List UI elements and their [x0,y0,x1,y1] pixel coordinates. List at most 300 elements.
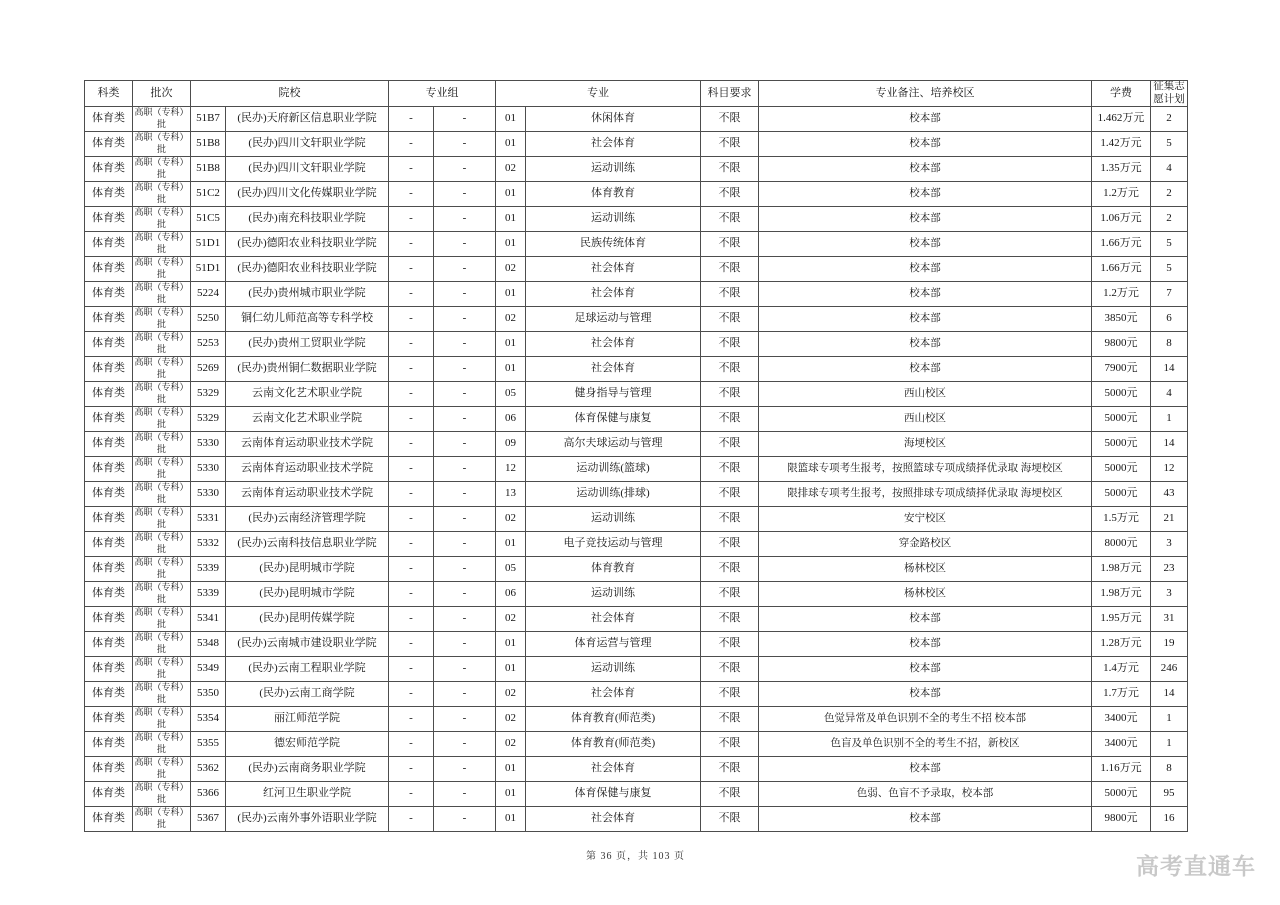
cell-major-code: 01 [496,807,526,832]
cell-remark-campus: 校本部 [759,657,1092,682]
cell-batch: 高职（专科）批 [133,257,191,282]
cell-major-group-a: - [389,307,434,332]
document-page [84,80,1188,832]
table-row [85,257,1188,282]
cell-remark-campus: 安宁校区 [759,507,1092,532]
cell-category: 体育类 [85,332,133,357]
table-row [85,532,1188,557]
table-row [85,507,1188,532]
cell-college-name: (民办)云南工程职业学院 [226,657,389,682]
cell-recruit-plan: 23 [1151,557,1188,582]
cell-subject-requirement: 不限 [701,582,759,607]
cell-batch: 高职（专科）批 [133,107,191,132]
cell-major-group-b: - [434,107,496,132]
cell-batch: 高职（专科）批 [133,732,191,757]
cell-major-group-a: - [389,357,434,382]
cell-college-code: 5250 [191,307,226,332]
cell-remark-campus: 校本部 [759,332,1092,357]
cell-major-name: 足球运动与管理 [526,307,701,332]
table-row [85,782,1188,807]
cell-subject-requirement: 不限 [701,157,759,182]
cell-category: 体育类 [85,607,133,632]
cell-major-group-b: - [434,557,496,582]
cell-major-name: 体育保健与康复 [526,407,701,432]
table-row [85,607,1188,632]
cell-batch: 高职（专科）批 [133,407,191,432]
cell-remark-campus: 杨林校区 [759,557,1092,582]
cell-major-group-b: - [434,657,496,682]
cell-category: 体育类 [85,782,133,807]
cell-major-name: 休闲体育 [526,107,701,132]
cell-major-code: 02 [496,682,526,707]
cell-college-code: 5330 [191,482,226,507]
cell-batch: 高职（专科）批 [133,532,191,557]
cell-major-group-b: - [434,782,496,807]
cell-batch: 高职（专科）批 [133,307,191,332]
cell-batch: 高职（专科）批 [133,557,191,582]
cell-category: 体育类 [85,557,133,582]
cell-college-code: 5341 [191,607,226,632]
cell-remark-campus: 校本部 [759,257,1092,282]
cell-major-code: 01 [496,182,526,207]
cell-remark-campus: 校本部 [759,682,1092,707]
cell-major-group-a: - [389,107,434,132]
cell-college-code: 5366 [191,782,226,807]
cell-category: 体育类 [85,807,133,832]
cell-category: 体育类 [85,357,133,382]
cell-tuition: 9800元 [1092,807,1151,832]
cell-college-name: (民办)南充科技职业学院 [226,207,389,232]
cell-major-group-a: - [389,632,434,657]
cell-major-code: 09 [496,432,526,457]
cell-remark-campus: 校本部 [759,607,1092,632]
cell-college-code: 5329 [191,382,226,407]
cell-college-code: 51C2 [191,182,226,207]
cell-subject-requirement: 不限 [701,132,759,157]
cell-remark-campus: 校本部 [759,282,1092,307]
cell-major-group-a: - [389,757,434,782]
cell-college-code: 5224 [191,282,226,307]
table-row [85,132,1188,157]
header-tuition: 学费 [1092,81,1151,107]
cell-subject-requirement: 不限 [701,682,759,707]
cell-major-group-b: - [434,207,496,232]
cell-major-name: 健身指导与管理 [526,382,701,407]
watermark: 高考直通车 [1136,853,1256,879]
cell-major-name: 社会体育 [526,132,701,157]
cell-subject-requirement: 不限 [701,232,759,257]
cell-college-name: 丽江师范学院 [226,707,389,732]
table-row [85,357,1188,382]
cell-batch: 高职（专科）批 [133,207,191,232]
cell-major-group-b: - [434,482,496,507]
cell-category: 体育类 [85,307,133,332]
cell-major-name: 运动训练 [526,507,701,532]
cell-tuition: 1.42万元 [1092,132,1151,157]
cell-college-code: 5329 [191,407,226,432]
header-college: 院校 [191,81,389,107]
cell-category: 体育类 [85,757,133,782]
cell-major-code: 02 [496,257,526,282]
cell-major-name: 运动训练 [526,657,701,682]
cell-category: 体育类 [85,232,133,257]
cell-remark-campus: 校本部 [759,132,1092,157]
cell-major-name: 社会体育 [526,257,701,282]
cell-major-code: 01 [496,207,526,232]
cell-major-group-a: - [389,382,434,407]
table-row [85,107,1188,132]
cell-major-code: 02 [496,607,526,632]
cell-major-group-b: - [434,532,496,557]
cell-college-name: 红河卫生职业学院 [226,782,389,807]
cell-tuition: 3400元 [1092,732,1151,757]
cell-major-code: 01 [496,532,526,557]
cell-college-name: (民办)四川文化传媒职业学院 [226,182,389,207]
table-row [85,457,1188,482]
cell-major-name: 社会体育 [526,682,701,707]
cell-subject-requirement: 不限 [701,107,759,132]
cell-major-group-a: - [389,282,434,307]
cell-major-group-b: - [434,432,496,457]
cell-category: 体育类 [85,182,133,207]
table-row [85,732,1188,757]
cell-batch: 高职（专科）批 [133,332,191,357]
cell-college-name: (民办)云南经济管理学院 [226,507,389,532]
cell-college-code: 5362 [191,757,226,782]
cell-category: 体育类 [85,507,133,532]
cell-major-code: 05 [496,382,526,407]
cell-recruit-plan: 2 [1151,107,1188,132]
cell-batch: 高职（专科）批 [133,782,191,807]
cell-remark-campus: 校本部 [759,232,1092,257]
cell-category: 体育类 [85,382,133,407]
cell-remark-campus: 校本部 [759,182,1092,207]
cell-major-group-a: - [389,482,434,507]
cell-major-group-a: - [389,157,434,182]
cell-college-name: 云南体育运动职业技术学院 [226,457,389,482]
cell-major-code: 02 [496,157,526,182]
cell-college-name: (民办)云南科技信息职业学院 [226,532,389,557]
cell-tuition: 1.06万元 [1092,207,1151,232]
cell-tuition: 1.2万元 [1092,182,1151,207]
cell-college-code: 5354 [191,707,226,732]
cell-recruit-plan: 3 [1151,532,1188,557]
cell-batch: 高职（专科）批 [133,632,191,657]
cell-subject-requirement: 不限 [701,607,759,632]
cell-category: 体育类 [85,107,133,132]
cell-recruit-plan: 8 [1151,332,1188,357]
cell-major-group-b: - [434,632,496,657]
cell-category: 体育类 [85,582,133,607]
cell-batch: 高职（专科）批 [133,432,191,457]
cell-major-group-b: - [434,332,496,357]
cell-tuition: 1.16万元 [1092,757,1151,782]
cell-major-group-b: - [434,682,496,707]
cell-major-group-a: - [389,807,434,832]
cell-college-name: 云南文化艺术职业学院 [226,407,389,432]
cell-major-code: 13 [496,482,526,507]
cell-category: 体育类 [85,407,133,432]
cell-recruit-plan: 7 [1151,282,1188,307]
table-row [85,432,1188,457]
cell-remark-campus: 西山校区 [759,407,1092,432]
table-header [85,81,1188,107]
cell-major-group-a: - [389,657,434,682]
cell-college-code: 5367 [191,807,226,832]
cell-batch: 高职（专科）批 [133,182,191,207]
cell-remark-campus: 校本部 [759,632,1092,657]
cell-batch: 高职（专科）批 [133,757,191,782]
cell-major-group-b: - [434,357,496,382]
cell-tuition: 3400元 [1092,707,1151,732]
cell-college-code: 5348 [191,632,226,657]
cell-batch: 高职（专科）批 [133,507,191,532]
cell-college-code: 5269 [191,357,226,382]
cell-college-name: (民办)昆明城市学院 [226,582,389,607]
cell-subject-requirement: 不限 [701,782,759,807]
cell-major-code: 01 [496,107,526,132]
cell-batch: 高职（专科）批 [133,807,191,832]
cell-major-group-a: - [389,582,434,607]
cell-college-code: 5349 [191,657,226,682]
cell-recruit-plan: 43 [1151,482,1188,507]
header-category: 科类 [85,81,133,107]
cell-subject-requirement: 不限 [701,182,759,207]
cell-subject-requirement: 不限 [701,282,759,307]
cell-tuition: 9800元 [1092,332,1151,357]
cell-major-name: 体育教育 [526,557,701,582]
table-row [85,332,1188,357]
cell-college-name: (民办)贵州工贸职业学院 [226,332,389,357]
cell-batch: 高职（专科）批 [133,582,191,607]
cell-major-name: 社会体育 [526,357,701,382]
cell-major-name: 体育教育(师范类) [526,707,701,732]
cell-remark-campus: 校本部 [759,307,1092,332]
cell-recruit-plan: 14 [1151,432,1188,457]
cell-batch: 高职（专科）批 [133,282,191,307]
cell-major-name: 电子竞技运动与管理 [526,532,701,557]
cell-major-code: 01 [496,657,526,682]
cell-major-group-b: - [434,157,496,182]
cell-college-name: 云南文化艺术职业学院 [226,382,389,407]
cell-major-code: 01 [496,332,526,357]
cell-recruit-plan: 5 [1151,257,1188,282]
cell-major-name: 运动训练(篮球) [526,457,701,482]
cell-major-code: 06 [496,407,526,432]
cell-major-group-a: - [389,557,434,582]
cell-tuition: 1.66万元 [1092,257,1151,282]
cell-major-group-a: - [389,732,434,757]
cell-major-code: 01 [496,357,526,382]
table-row [85,707,1188,732]
cell-remark-campus: 限排球专项考生报考，按照排球专项成绩择优录取 海埂校区 [759,482,1092,507]
cell-category: 体育类 [85,532,133,557]
cell-recruit-plan: 12 [1151,457,1188,482]
cell-major-group-b: - [434,182,496,207]
cell-tuition: 5000元 [1092,432,1151,457]
cell-major-group-b: - [434,807,496,832]
cell-subject-requirement: 不限 [701,407,759,432]
cell-subject-requirement: 不限 [701,307,759,332]
table-row [85,307,1188,332]
cell-major-group-b: - [434,507,496,532]
cell-major-group-b: - [434,407,496,432]
cell-major-group-b: - [434,282,496,307]
cell-tuition: 1.462万元 [1092,107,1151,132]
header-remark-campus: 专业备注、培养校区 [759,81,1092,107]
cell-category: 体育类 [85,282,133,307]
cell-tuition: 1.2万元 [1092,282,1151,307]
cell-subject-requirement: 不限 [701,482,759,507]
cell-subject-requirement: 不限 [701,207,759,232]
cell-tuition: 1.66万元 [1092,232,1151,257]
header-recruit-plan: 征集志愿计划 [1151,81,1188,107]
cell-college-name: (民办)贵州铜仁数据职业学院 [226,357,389,382]
table-row [85,407,1188,432]
cell-batch: 高职（专科）批 [133,232,191,257]
cell-subject-requirement: 不限 [701,657,759,682]
cell-major-code: 06 [496,582,526,607]
cell-college-code: 5339 [191,582,226,607]
cell-recruit-plan: 5 [1151,232,1188,257]
cell-batch: 高职（专科）批 [133,707,191,732]
cell-recruit-plan: 1 [1151,732,1188,757]
cell-major-code: 02 [496,707,526,732]
cell-college-name: (民办)四川文轩职业学院 [226,157,389,182]
cell-college-code: 51B8 [191,157,226,182]
page-number: 第 36 页，共 103 页 [586,851,685,862]
cell-tuition: 3850元 [1092,307,1151,332]
cell-major-name: 体育运营与管理 [526,632,701,657]
cell-recruit-plan: 4 [1151,157,1188,182]
cell-tuition: 7900元 [1092,357,1151,382]
header-major-group: 专业组 [389,81,496,107]
cell-recruit-plan: 8 [1151,757,1188,782]
table-row [85,682,1188,707]
cell-category: 体育类 [85,207,133,232]
table-row [85,157,1188,182]
cell-remark-campus: 色弱、色盲不予录取，校本部 [759,782,1092,807]
table-row [85,657,1188,682]
cell-recruit-plan: 246 [1151,657,1188,682]
cell-tuition: 1.98万元 [1092,557,1151,582]
cell-recruit-plan: 95 [1151,782,1188,807]
cell-major-code: 02 [496,507,526,532]
table-row [85,182,1188,207]
cell-subject-requirement: 不限 [701,757,759,782]
cell-subject-requirement: 不限 [701,632,759,657]
cell-college-code: 5355 [191,732,226,757]
cell-recruit-plan: 21 [1151,507,1188,532]
cell-subject-requirement: 不限 [701,257,759,282]
cell-major-name: 运动训练(排球) [526,482,701,507]
cell-remark-campus: 色盲及单色识别不全的考生不招，新校区 [759,732,1092,757]
cell-tuition: 5000元 [1092,482,1151,507]
cell-batch: 高职（专科）批 [133,157,191,182]
cell-major-group-a: - [389,457,434,482]
cell-major-name: 高尔夫球运动与管理 [526,432,701,457]
cell-major-group-a: - [389,207,434,232]
cell-category: 体育类 [85,482,133,507]
cell-major-code: 01 [496,232,526,257]
cell-college-code: 5330 [191,457,226,482]
cell-category: 体育类 [85,732,133,757]
table-row [85,232,1188,257]
cell-major-code: 02 [496,732,526,757]
cell-subject-requirement: 不限 [701,732,759,757]
table-row [85,207,1188,232]
cell-batch: 高职（专科）批 [133,132,191,157]
cell-major-group-a: - [389,232,434,257]
cell-remark-campus: 校本部 [759,207,1092,232]
table-row [85,807,1188,832]
cell-recruit-plan: 19 [1151,632,1188,657]
cell-recruit-plan: 4 [1151,382,1188,407]
cell-college-name: 德宏师范学院 [226,732,389,757]
cell-category: 体育类 [85,682,133,707]
cell-batch: 高职（专科）批 [133,457,191,482]
cell-subject-requirement: 不限 [701,532,759,557]
cell-batch: 高职（专科）批 [133,482,191,507]
cell-tuition: 1.98万元 [1092,582,1151,607]
table-row [85,557,1188,582]
cell-tuition: 1.7万元 [1092,682,1151,707]
cell-major-name: 运动训练 [526,157,701,182]
cell-college-code: 5332 [191,532,226,557]
cell-major-group-b: - [434,132,496,157]
cell-college-name: (民办)四川文轩职业学院 [226,132,389,157]
cell-tuition: 5000元 [1092,382,1151,407]
cell-tuition: 1.5万元 [1092,507,1151,532]
cell-college-name: 铜仁幼儿师范高等专科学校 [226,307,389,332]
cell-recruit-plan: 2 [1151,207,1188,232]
cell-major-code: 12 [496,457,526,482]
cell-major-name: 运动训练 [526,582,701,607]
cell-college-name: (民办)贵州城市职业学院 [226,282,389,307]
table-row [85,282,1188,307]
cell-major-name: 运动训练 [526,207,701,232]
cell-category: 体育类 [85,157,133,182]
cell-college-code: 51B7 [191,107,226,132]
cell-major-group-b: - [434,307,496,332]
cell-tuition: 5000元 [1092,782,1151,807]
cell-college-name: (民办)天府新区信息职业学院 [226,107,389,132]
cell-remark-campus: 限篮球专项考生报考，按照篮球专项成绩择优录取 海埂校区 [759,457,1092,482]
cell-major-code: 01 [496,282,526,307]
cell-major-group-a: - [389,432,434,457]
cell-major-group-a: - [389,132,434,157]
cell-subject-requirement: 不限 [701,507,759,532]
header-row [85,81,1188,107]
cell-remark-campus: 校本部 [759,107,1092,132]
cell-major-group-a: - [389,532,434,557]
cell-remark-campus: 穿金路校区 [759,532,1092,557]
cell-tuition: 8000元 [1092,532,1151,557]
cell-subject-requirement: 不限 [701,707,759,732]
cell-batch: 高职（专科）批 [133,607,191,632]
cell-recruit-plan: 1 [1151,707,1188,732]
cell-college-code: 51B8 [191,132,226,157]
cell-tuition: 1.95万元 [1092,607,1151,632]
cell-major-group-b: - [434,607,496,632]
cell-remark-campus: 校本部 [759,357,1092,382]
cell-major-name: 体育教育 [526,182,701,207]
cell-tuition: 1.28万元 [1092,632,1151,657]
cell-tuition: 5000元 [1092,407,1151,432]
cell-batch: 高职（专科）批 [133,657,191,682]
cell-college-code: 5253 [191,332,226,357]
cell-subject-requirement: 不限 [701,457,759,482]
